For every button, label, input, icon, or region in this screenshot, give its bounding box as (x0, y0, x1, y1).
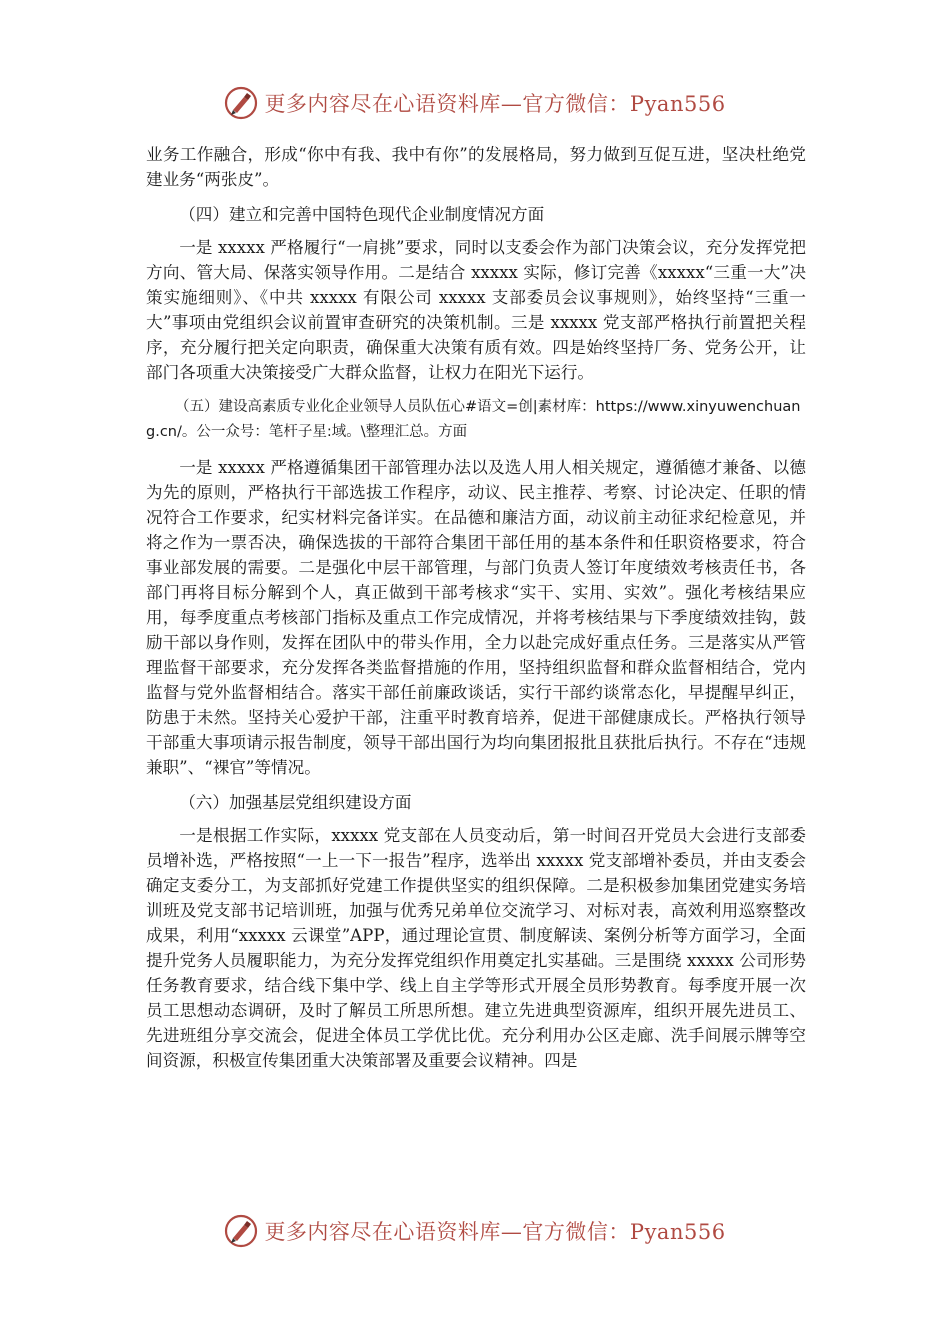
paragraph-continued: 业务工作融合，形成“你中有我、我中有你”的发展格局，努力做到互促互进，坚决杜绝党建业务“两张皮”。 (146, 145, 806, 189)
section-heading-6: （六）加强基层党组织建设方面 (179, 793, 412, 812)
paragraph-section-4: 一是 xxxxx 严格履行“一肩挑”要求，同时以支委会作为部门决策会议，充分发挥党把方向、管大局、保落实领导作用。二是结合 xxxxx 实际，修订完善《xxxxx“三重一大”决策实施细则》、《中共 xxxxx 有限公司 xxxxx 支部委员会议事规则》，始终坚持“三重一大”事项由党组织会议前置审查研究的决策机制。三是 xxxxx 党支部严格执行前置把关程序，充分履行把关定向职责，确保重大决策有质有效。四是始终坚持厂务、党务公开，让部门各项重大决策接受广大群众监督，让权力在阳光下运行。 (146, 238, 806, 382)
paragraph-section-5: 一是 xxxxx 严格遵循集团干部管理办法以及选人用人相关规定，遵循德才兼备、以德为先的原则，严格执行干部选拔工作程序，动议、民主推荐、考察、讨论决定、任职的情况符合工作要求，纪实材料完备详实。在品德和廉洁方面，动议前主动征求纪检意见，并将之作为一票否决，确保选拔的干部符合集团干部任用的基本条件和任职资格要求，符合事业部发展的需要。二是强化中层干部管理，与部门负责人签订年度绩效考核责任书，各部门再将目标分解到个人，真正做到干部考核求“实干、实用、实效”。强化考核结果应用，每季度重点考核部门指标及重点工作完成情况，并将考核结果与下季度绩效挂钩，鼓励干部以身作则，发挥在团队中的带头作用，全力以赴完成好重点任务。三是落实从严管理监督干部要求，充分发挥各类监督措施的作用，坚持组织监督和群众监督相结合，党内监督与党外监督相结合。落实干部任前廉政谈话，实行干部约谈常态化，早提醒早纠正，防患于未然。坚持关心爱护干部，注重平时教育培养，促进干部健康成长。严格执行领导干部重大事项请示报告制度，领导干部出国行为均向集团报批且获批后执行。不存在“违规兼职”、“裸官”等情况。 (146, 458, 806, 777)
header-watermark-banner (0, 80, 950, 126)
banner-text: 更多内容尽在心语资料库—官方微信：Pyan556 (264, 92, 726, 116)
document-body (146, 142, 806, 1073)
footer-watermark-banner (0, 1208, 950, 1254)
pen-logo-icon (224, 1214, 258, 1248)
section-heading-4: （四）建立和完善中国特色现代企业制度情况方面 (179, 205, 545, 224)
section-heading-5: （五）建设高素质专业化企业领导人员队伍心#语文=创|素材库：https://www.xinyuwenchuang.cn/。公一众号：笔杆子星:域。\整理汇总。方面 (146, 399, 801, 440)
paragraph-section-6: 一是根据工作实际，xxxxx 党支部在人员变动后，第一时间召开党员大会进行支部委员增补选，严格按照“一上一下一报告”程序，选举出 xxxxx 党支部增补委员，并由支委会确定支委分工，为支部抓好党建工作提供坚实的组织保障。二是积极参加集团党建实务培训班及党支部书记培训班，加强与优秀兄弟单位交流学习、对标对表，高效利用巡察整改成果，利用“xxxxx 云课堂”APP，通过理论宣贯、制度解读、案例分析等方面学习，全面提升党务人员履职能力，为充分发挥党组织作用奠定扎实基础。三是围绕 xxxxx 公司形势任务教育要求，结合线下集中学、线上自主学等形式开展全员形势教育。每季度开展一次员工思想动态调研，及时了解员工所思所想。建立先进典型资源库，组织开展先进员工、先进班组分享交流会，促进全体员工学优比优。充分利用办公区走廊、洗手间展示牌等空间资源，积极宣传集团重大决策部署及重要会议精神。四是 (146, 826, 806, 1070)
pen-logo-icon (224, 86, 258, 120)
banner-text: 更多内容尽在心语资料库—官方微信：Pyan556 (264, 1220, 726, 1244)
